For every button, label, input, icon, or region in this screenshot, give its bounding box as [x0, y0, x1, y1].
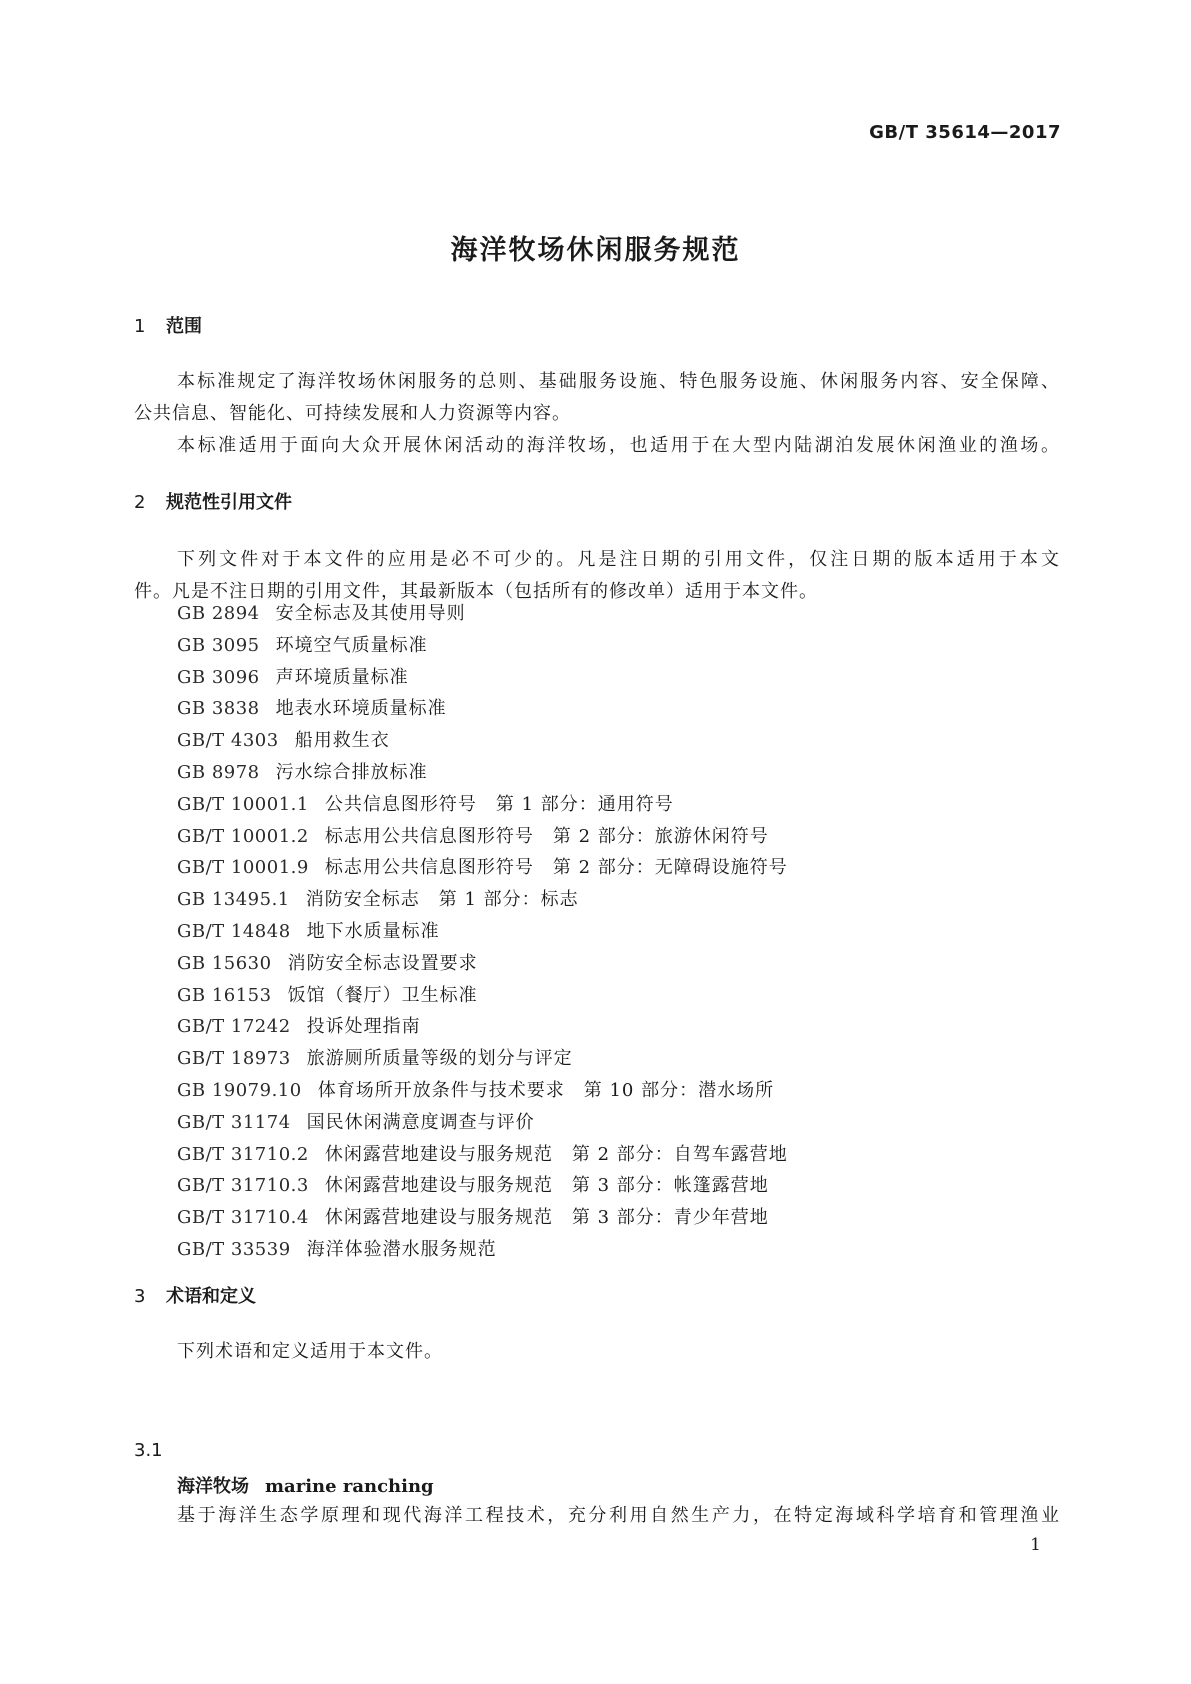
reference-item — [177, 884, 788, 916]
reference-code: GB 3838 — [177, 698, 260, 720]
reference-item — [177, 852, 788, 884]
term-english: marine ranching — [265, 1476, 434, 1497]
reference-item — [177, 630, 788, 662]
reference-item — [177, 693, 788, 725]
section-1-paragraph-2 — [134, 430, 1060, 462]
text-line: 本标准适用于面向大众开展休闲活动的海洋牧场，也适用于在大型内陆湖泊发展休闲渔业的渔场。 — [177, 435, 1060, 456]
normative-references-list — [177, 598, 788, 1266]
reference-code: GB/T 17242 — [177, 1016, 291, 1038]
section-title: 规范性引用文件 — [166, 492, 292, 513]
reference-code: GB 3096 — [177, 666, 260, 688]
reference-title: 休闲露营地建设与服务规范 第 2 部分：自驾车露营地 — [324, 1143, 788, 1165]
reference-title: 消防安全标志 第 1 部分：标志 — [305, 889, 579, 911]
reference-item — [177, 598, 788, 630]
reference-code: GB/T 4303 — [177, 730, 279, 752]
reference-title: 消防安全标志设置要求 — [287, 952, 478, 974]
reference-item — [177, 1202, 788, 1234]
reference-title: 休闲露营地建设与服务规范 第 3 部分：帐篷露营地 — [324, 1175, 769, 1197]
reference-title: 旅游厕所质量等级的划分与评定 — [306, 1048, 573, 1070]
reference-item — [177, 980, 788, 1012]
reference-code: GB/T 31710.3 — [177, 1175, 309, 1197]
reference-item — [177, 1011, 788, 1043]
reference-title: 环境空气质量标准 — [275, 634, 428, 656]
reference-item — [177, 916, 788, 948]
section-3-heading — [134, 1282, 256, 1308]
reference-title: 安全标志及其使用导则 — [275, 603, 466, 624]
reference-title: 船用救生衣 — [294, 730, 390, 752]
reference-code: GB/T 14848 — [177, 920, 291, 942]
reference-item — [177, 948, 788, 980]
term-entry — [177, 1472, 434, 1498]
section-1-heading — [134, 312, 202, 338]
reference-code: GB/T 18973 — [177, 1048, 291, 1070]
section-number: 1 — [134, 316, 146, 337]
text-line: 基于海洋生态学原理和现代海洋工程技术，充分利用自然生产力，在特定海域科学培育和管理渔业 — [177, 1505, 1060, 1526]
reference-code: GB/T 33539 — [177, 1238, 291, 1260]
reference-item — [177, 1139, 788, 1171]
section-1-paragraph-1 — [134, 366, 1060, 398]
section-number: 3 — [134, 1286, 146, 1307]
reference-code: GB/T 10001.1 — [177, 793, 309, 815]
reference-code: GB 8978 — [177, 761, 260, 783]
reference-item — [177, 821, 788, 853]
reference-code: GB 15630 — [177, 952, 272, 974]
reference-title: 饭馆（餐厅）卫生标准 — [287, 984, 478, 1006]
term-chinese: 海洋牧场 — [177, 1476, 249, 1497]
reference-item — [177, 1075, 788, 1107]
reference-title: 地表水环境质量标准 — [275, 698, 447, 720]
section-title: 术语和定义 — [166, 1286, 256, 1307]
reference-title: 国民休闲满意度调查与评价 — [306, 1111, 535, 1133]
text-line: 下列术语和定义适用于本文件。 — [177, 1341, 443, 1362]
section-1-paragraph-1-cont — [134, 398, 1060, 430]
section-3-intro — [134, 1336, 1060, 1368]
reference-code: GB/T 10001.2 — [177, 825, 309, 847]
reference-code: GB/T 10001.9 — [177, 857, 309, 879]
text-line: 下列文件对于本文件的应用是必不可少的。凡是注日期的引用文件，仅注日期的版本适用于本文 — [177, 549, 1060, 570]
reference-code: GB 3095 — [177, 634, 260, 656]
reference-code: GB 2894 — [177, 603, 260, 624]
term-number: 3.1 — [134, 1440, 163, 1461]
reference-item — [177, 1170, 788, 1202]
section-number: 2 — [134, 492, 146, 513]
reference-title: 标志用公共信息图形符号 第 2 部分：旅游休闲符号 — [324, 825, 769, 847]
reference-code: GB 16153 — [177, 984, 272, 1006]
reference-title: 海洋体验潜水服务规范 — [306, 1238, 497, 1260]
reference-title: 污水综合排放标准 — [275, 761, 428, 783]
reference-item — [177, 1043, 788, 1075]
section-title: 范围 — [166, 316, 202, 337]
text-line: 本标准规定了海洋牧场休闲服务的总则、基础服务设施、特色服务设施、休闲服务内容、安全保障、 — [177, 371, 1060, 392]
reference-title: 声环境质量标准 — [275, 666, 409, 688]
reference-code: GB/T 31174 — [177, 1111, 291, 1133]
text-line: 公共信息、智能化、可持续发展和人力资源等内容。 — [134, 403, 571, 424]
page-number: 1 — [1030, 1535, 1041, 1555]
reference-title: 投诉处理指南 — [306, 1016, 421, 1038]
reference-item — [177, 1234, 788, 1266]
reference-code: GB 13495.1 — [177, 889, 290, 911]
section-2-heading — [134, 488, 292, 514]
reference-item — [177, 789, 788, 821]
section-2-intro — [134, 544, 1060, 576]
reference-code: GB 19079.10 — [177, 1079, 302, 1101]
reference-title: 标志用公共信息图形符号 第 2 部分：无障碍设施符号 — [324, 857, 788, 879]
reference-code: GB/T 31710.2 — [177, 1143, 309, 1165]
reference-title: 公共信息图形符号 第 1 部分：通用符号 — [324, 793, 674, 815]
document-title: 海洋牧场休闲服务规范 — [450, 235, 741, 266]
standard-code: GB/T 35614—2017 — [869, 122, 1061, 143]
text-line: 件。凡是不注日期的引用文件，其最新版本（包括所有的修改单）适用于本文件。 — [134, 581, 818, 602]
reference-code: GB/T 31710.4 — [177, 1207, 309, 1229]
reference-title: 体育场所开放条件与技术要求 第 10 部分：潜水场所 — [317, 1079, 775, 1101]
reference-item — [177, 662, 788, 694]
reference-item — [177, 725, 788, 757]
reference-title: 休闲露营地建设与服务规范 第 3 部分：青少年营地 — [324, 1207, 769, 1229]
reference-item — [177, 1107, 788, 1139]
term-definition — [134, 1500, 1060, 1532]
reference-title: 地下水质量标准 — [306, 920, 440, 942]
reference-item — [177, 757, 788, 789]
